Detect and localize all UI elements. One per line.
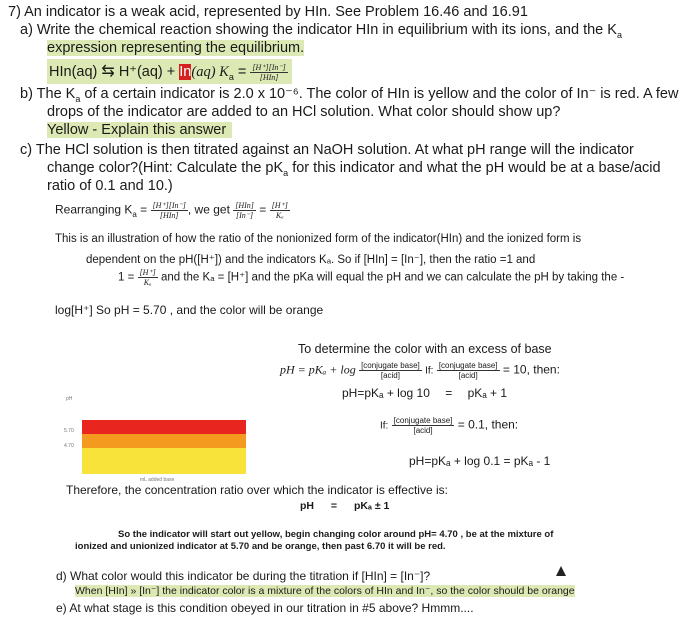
rear-fraction-1: $\frac{[H^+][In^-]}{\text{[HIn]}}$	[152, 201, 186, 220]
illustration-line3: 1 = $\frac{[H^+]}{\text{Kₐ}}$ and the Kₐ = [H⁺] and the pKa will equal the pH and we can calculate the pH by taking the -	[118, 268, 625, 287]
rearranging-line: Rearranging $K_a$ = $\frac{[H^+][In^-]}{\text{[HIn]}}$ , we get $\frac{\text{[HIn]}}{[In^-]}$ = $\frac{[H^+]}{\text{Kₐ}}$	[55, 201, 288, 220]
if-ratio-row: If: $\frac{\text{[conjugate base]}}{\text{[acid]}}$ = 0.1, then:	[380, 416, 519, 435]
conj-acid-fraction-1: $\frac{\text{[conjugate base]}}{\text{[acid]}}$	[361, 361, 420, 380]
part-a-line2: expression representing the equilibrium.	[47, 40, 305, 56]
part-b-line1: b) The $K_a$ of a certain indicator is 2.0 x 10⁻⁶. The color of HIn is yellow and the color of In⁻ is red. A few	[20, 86, 679, 104]
problem-title: 7) An indicator is a weak acid, represented by HIn. See Problem 16.46 and 16.91	[8, 4, 528, 20]
reaction-equation: HIn(aq) ⇆ H⁺(aq) + In(aq) $K_a$ = $\frac{[H^+][In^-]}{\text{[HIn]}}$	[47, 59, 292, 84]
part-b-line2: drops of the indicator are added to an HCl solution. What color should show up?	[47, 104, 561, 120]
answer-d: When [HIn] » [In⁻] the indicator color is a mixture of the colors of HIn and In⁻, so the color should be orange	[75, 585, 575, 597]
ph-line-minus-one: pH=pKₐ + log 0.1 = pKₐ - 1	[409, 454, 551, 468]
part-e: e) At what stage is this condition obeyed in our titration in #5 above? Hmmm....	[56, 601, 474, 615]
rear-fraction-3: $\frac{[H^+]}{\text{Kₐ}}$	[271, 201, 288, 220]
illustration-line4: log[H⁺] So pH = 5.70 , and the color will be orange	[55, 303, 324, 317]
ph-line-plus-one: pH=pKₐ + log 10 = pKₐ + 1	[342, 386, 508, 400]
equilibrium-arrow-icon: ⇆	[101, 63, 115, 80]
in-red-label: In	[179, 64, 192, 80]
tick-label-570: 5.70	[64, 428, 74, 434]
part-c-line3: ratio of 0.1 and 10.)	[47, 178, 173, 194]
ph-range-row: pH = pKₐ ± 1	[300, 500, 390, 512]
illustration-line1: This is an illustration of how the ratio of the nonionized form of the indicator(HIn) and the ionized form is	[55, 233, 582, 245]
conclusion-line2: ionized and unionized indicator at 5.70 and be orange, then past 6.70 it will be red.	[75, 541, 446, 552]
illustration-line2: dependent on the pH([H⁺]) and the indicators Kₐ. So if [HIn] = [In⁻], then the ratio =1 and	[86, 254, 536, 266]
tick-label-top: pH	[66, 396, 73, 402]
part-c-line2: change color?(Hint: Calculate the $pK_a$ for this indicator and what the pH would be at a base/acid	[47, 160, 661, 178]
determine-title: To determine the color with an excess of base	[298, 342, 552, 356]
conj-acid-fraction-2: $\frac{\text{[conjugate base]}}{\text{[acid]}}$	[438, 361, 498, 380]
part-d: d) What color would this indicator be during the titration if [HIn] = [In⁻]?	[56, 569, 431, 583]
ph-equation-row: pH = pKₐ + log $\frac{\text{[conjugate base]}}{\text{[acid]}}$ If: $\frac{\text{[conjugate base]}}{\text{[acid]}}$ = 10, then:	[280, 361, 560, 380]
part-a-line1: a) Write the chemical reaction showing the indicator HIn in equilibrium with its ions, and the $K_a$	[20, 22, 622, 40]
cursor-icon	[556, 566, 566, 576]
ka-fraction: $\frac{[H^+][In^-]}{\text{[HIn]}}$	[252, 62, 286, 82]
red-band	[82, 420, 246, 434]
orange-band	[82, 434, 246, 448]
part-c-line1: c) The HCl solution is then titrated against an NaOH solution. At what pH range will the indicator	[20, 142, 634, 158]
conj-acid-fraction-3: $\frac{\text{[conjugate base]}}{\text{[acid]}}$	[393, 416, 453, 435]
axis-caption: mL added base	[140, 477, 175, 483]
rear-fraction-2: $\frac{\text{[HIn]}}{[In^-]}$	[235, 201, 254, 220]
ratio-fraction: $\frac{[H^+]}{\text{Kₐ}}$	[139, 268, 156, 287]
therefore-line: Therefore, the concentration ratio over which the indicator is effective is:	[66, 483, 448, 497]
yellow-band	[82, 448, 246, 474]
tick-label-470: 4.70	[64, 443, 74, 449]
answer-b: Yellow - Explain this answer	[47, 122, 232, 138]
conclusion-line1: So the indicator will start out yellow, begin changing color around pH= 4.70 , be at the mixture of	[118, 529, 554, 540]
